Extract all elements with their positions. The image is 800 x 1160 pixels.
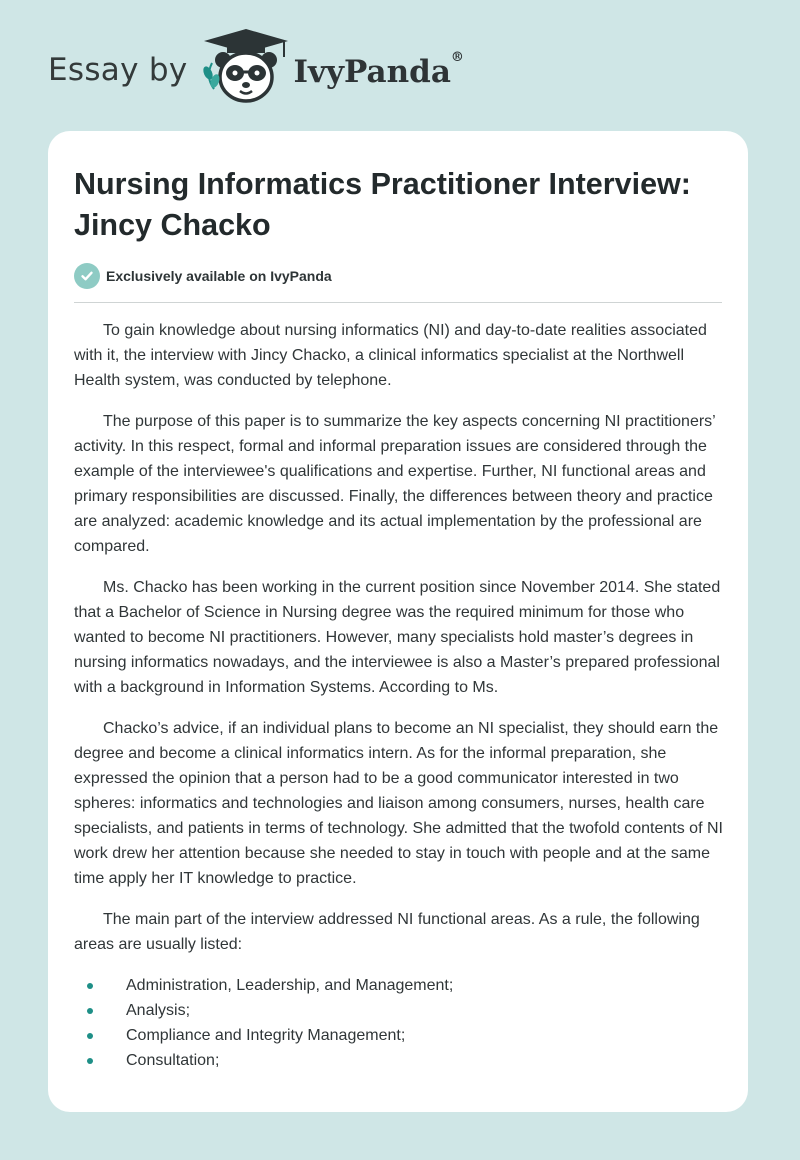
list-item-text: Administration, Leadership, and Management; [126,977,454,994]
bullet-dot-icon [87,1008,93,1014]
list-item-text: Analysis; [126,1002,191,1019]
paragraph: Ms. Chacko has been working in the current position since November 2014. She stated that a Bachelor of Science in Nursing degree was the required minimum for those who wanted to become NI practitioners. However, many specialists hold master’s degrees in nursing informatics nowadays, and the interviewee is also a Master’s prepared professional with a background in Information Systems. According to Ms. [74,579,721,696]
brand-logo-text[interactable] [293,50,464,90]
brand-name: IvyPanda [293,54,451,90]
list-item [74,998,724,1023]
paragraph: To gain knowledge about nursing informatics (NI) and day-to-date realities associated with it, the interview with Jincy Chacko, a clinical informatics specialist at the Northwell Health system, was conducted by telephone. [74,322,707,389]
panda-graduate-icon[interactable] [200,27,292,107]
paragraph: Chacko’s advice, if an individual plans to become an NI specialist, they should earn the degree and become a clinical informatics intern. As for the informal preparation, she expressed the opinion that a person had to be a good communicator interested in two spheres: informatics and technologies and liaison among consumers, nurses, health care specialists, and patients in terms of technology. She admitted that the twofold contents of NI work drew her attention because she needed to stay in touch with people and at the same time apply her IT knowledge to practice. [74,720,723,887]
exclusive-badge [74,263,332,289]
essay-by-label: Essay by [48,52,188,88]
registered-mark: ® [450,50,464,65]
list-item [74,1048,724,1073]
page-title: Nursing Informatics Practitioner Interview: Jincy Chacko [74,167,691,242]
bullet-dot-icon [87,983,93,989]
list-item-text: Consultation; [126,1052,220,1069]
site-header [48,30,464,110]
functional-areas-list [74,973,724,1073]
divider [74,302,722,303]
exclusive-label: Exclusively available on IvyPanda [106,268,332,284]
essay-card [48,131,748,1112]
bullet-dot-icon [87,1058,93,1064]
paragraph: The main part of the interview addressed NI functional areas. As a rule, the following areas are usually listed: [74,911,700,953]
check-circle-icon [74,263,100,289]
essay-body [74,318,724,1073]
paragraph: The purpose of this paper is to summarize the key aspects concerning NI practitioners’ activity. In this respect, formal and informal preparation issues are considered through the example of the interviewee's qualifications and expertise. Further, NI functional areas and primary responsibilities are discussed. Finally, the differences between theory and practice are analyzed: academic knowledge and its actual implementation by the professional are compared. [74,413,716,555]
bullet-dot-icon [87,1033,93,1039]
list-item-text: Compliance and Integrity Management; [126,1027,406,1044]
list-item [74,1023,724,1048]
list-item [74,973,724,998]
